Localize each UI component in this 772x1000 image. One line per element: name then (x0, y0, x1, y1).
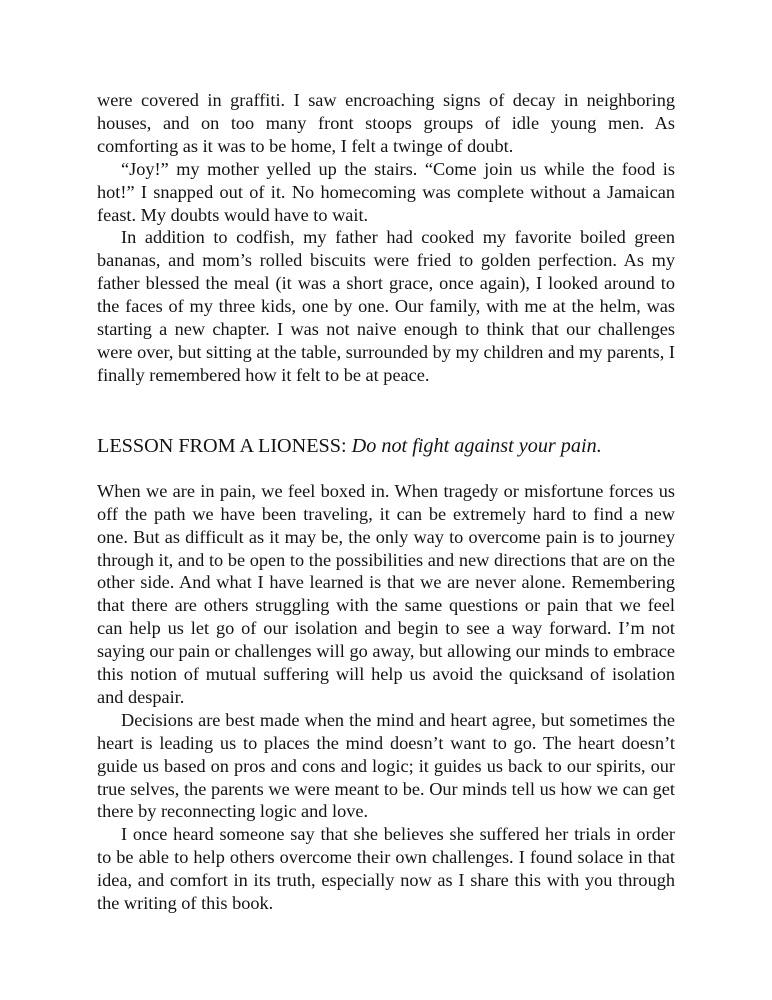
lesson-heading (97, 433, 675, 459)
paragraph-pain: When we are in pain, we feel boxed in. When tragedy or misfortune forces us off the path we have been traveling, it can be extremely hard to find a new one. But as difficult as it may be, the only way to overcome pain is to journey through it, and to be open to the possibilities and new directions that are on the other side. And what I have learned is that we are never alone. Remembering that there are others struggling with the same questions or pain that we feel can help us let go of our isolation and begin to see a way forward. I’m not saying our pain or challenges will go away, but allowing our minds to embrace this notion of mutual suffering will help us avoid the quicksand of isolation and despair. (97, 480, 675, 707)
book-page (97, 89, 675, 915)
paragraph-decisions: Decisions are best made when the mind and heart agree, but sometimes the heart is leading us to places the mind doesn’t want to go. The heart doesn’t guide us based on pros and cons and logic; it guides us back to our spirits, our true selves, the parents we were meant to be. Our minds tell us how we can get there by reconnecting logic and love. (97, 709, 675, 822)
paragraph-mother-calls: “Joy!” my mother yelled up the stairs. “Come join us while the food is hot!” I snapped out of it. No homecoming was complete without a Jamaican feast. My doubts would have to wait. (97, 158, 675, 225)
lesson-label: LESSON FROM A LIONESS: (97, 434, 347, 457)
lesson-title: Do not fight against your pain. (351, 434, 602, 457)
paragraph-graffiti: were covered in graffiti. I saw encroaching signs of decay in neighboring houses, and on too many front stoops groups of idle young men. As comforting as it was to be home, I felt a twinge of doubt. (97, 90, 675, 156)
paragraph-solace: I once heard someone say that she believes she suffered her trials in order to be able to help others overcome their own challenges. I found solace in that idea, and comfort in its truth, especially now as I share this with you through the writing of this book. (97, 824, 675, 914)
paragraph-family-meal: In addition to codfish, my father had cooked my favorite boiled green bananas, and mom’s rolled biscuits were fried to golden perfection. As my father blessed the meal (it was a short grace, once again), I looked around to the faces of my three kids, one by one. Our family, with me at the helm, was starting a new chapter. I was not naive enough to think that our challenges were over, but sitting at the table, surrounded by my children and my parents, I finally remembered how it felt to be at peace. (97, 227, 675, 385)
